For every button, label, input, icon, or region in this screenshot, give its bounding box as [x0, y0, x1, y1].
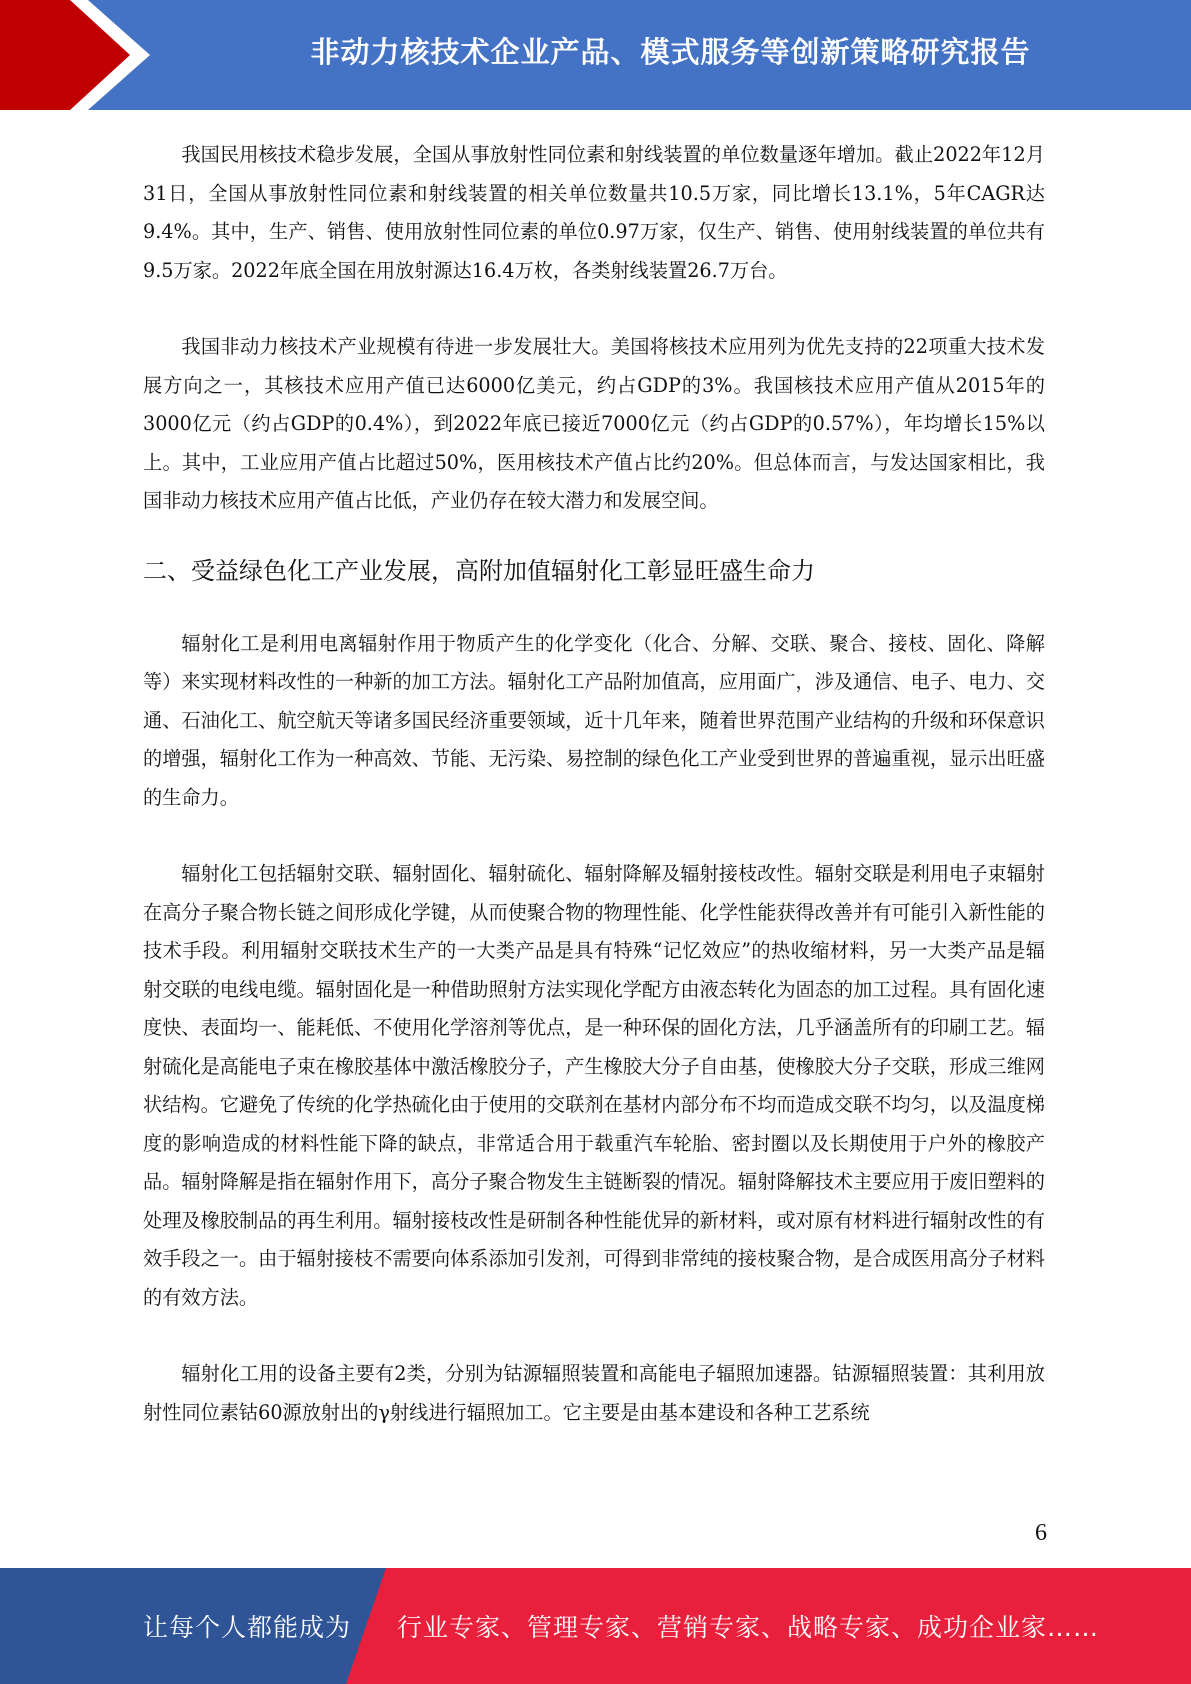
paragraph-radiation-chemistry-types: 辐射化工包括辐射交联、辐射固化、辐射硫化、辐射降解及辐射接枝改性。辐射交联是利用电子束辐射在高分子聚合物长链之间形成化学键，从而使聚合物的物理性能、化学性能获得改善并有可能引入新性能的技术手段。利用辐射交联技术生产的一大类产品是具有特殊“记忆效应”的热收缩材料，另一大类产品是辐射交联的电线电缆。辐射固化是一种借助照射方法实现化学配方由液态转化为固态的加工过程。具有固化速度快、表面均一、能耗低、不使用化学溶剂等优点，是一种环保的固化方法，几乎涵盖所有的印刷工艺。辐射硫化是高能电子束在橡胶基体中激活橡胶分子，产生橡胶大分子自由基，使橡胶大分子交联，形成三维网状结构。它避免了传统的化学热硫化由于使用的交联剂在基材内部分布不均而造成交联不均匀，以及温度梯度的影响造成的材料性能下降的缺点，非常适合用于载重汽车轮胎、密封圈以及长期使用于户外的橡胶产品。辐射降解是指在辐射作用下，高分子聚合物发生主链断裂的情况。辐射降解技术主要应用于废旧塑料的处理及橡胶制品的再生利用。辐射接枝改性是研制各种性能优异的新材料，或对原有材料进行辐射改性的有效手段之一。由于辐射接枝不需要向体系添加引发剂，可得到非常纯的接枝聚合物，是合成医用高分子材料的有效方法。: [143, 862, 1045, 1309]
page-footer: [0, 1568, 1191, 1684]
paragraph-industry-scale: 我国非动力核技术产业规模有待进一步发展壮大。美国将核技术应用列为优先支持的22项重大技术发展方向之一，其核技术应用产值已达6000亿美元，约占GDP的3%。我国核技术应用产值从2015年的3000亿元（约占GDP的0.4%），到2022年底已接近7000亿元（约占GDP的0.57%），年均增长15%以上。其中，工业应用产值占比超过50%，医用核技术产值占比约20%。但总体而言，与发达国家相比，我国非动力核技术应用产值占比低，产业仍存在较大潜力和发展空间。: [143, 335, 1045, 512]
report-title: 非动力核技术企业产品、模式服务等创新策略研究报告: [310, 34, 1031, 69]
header-arrow-icon: [0, 0, 150, 110]
page-header: [0, 0, 1191, 110]
footer-slogan-left: 让每个人都能成为: [143, 1613, 352, 1642]
paragraph-civil-nuclear-tech: 我国民用核技术稳步发展，全国从事放射性同位素和射线装置的单位数量逐年增加。截止2022年12月31日，全国从事放射性同位素和射线装置的相关单位数量共10.5万家，同比增长13.1%，5年CAGR达9.4%。其中，生产、销售、使用放射性同位素的单位0.97万家，仅生产、销售、使用射线装置的单位共有9.5万家。2022年底全国在用放射源达16.4万枚，各类射线装置26.7万台。: [143, 143, 1045, 282]
footer-slogan-right: 行业专家、管理专家、营销专家、战略专家、成功企业家……: [397, 1613, 1100, 1642]
page-number: 6: [1035, 1520, 1047, 1546]
paragraph-radiation-chemistry-intro: 辐射化工是利用电离辐射作用于物质产生的化学变化（化合、分解、交联、聚合、接枝、固化、降解等）来实现材料改性的一种新的加工方法。辐射化工产品附加值高，应用面广，涉及通信、电子、电力、交通、石油化工、航空航天等诸多国民经济重要领域，近十几年来，随着世界范围产业结构的升级和环保意识的增强，辐射化工作为一种高效、节能、无污染、易控制的绿色化工产业受到世界的普遍重视，显示出旺盛的生命力。: [143, 631, 1045, 809]
document-body: [143, 136, 1045, 1432]
paragraph-radiation-equipment: 辐射化工用的设备主要有2类，分别为钴源辐照装置和高能电子辐照加速器。钴源辐照装置：其利用放射性同位素钴60源放射出的γ射线进行辐照加工。它主要是由基本建设和各种工艺系统: [143, 1362, 1045, 1424]
section-heading: 二、受益绿色化工产业发展，高附加值辐射化工彰显旺盛生命力: [143, 556, 815, 585]
